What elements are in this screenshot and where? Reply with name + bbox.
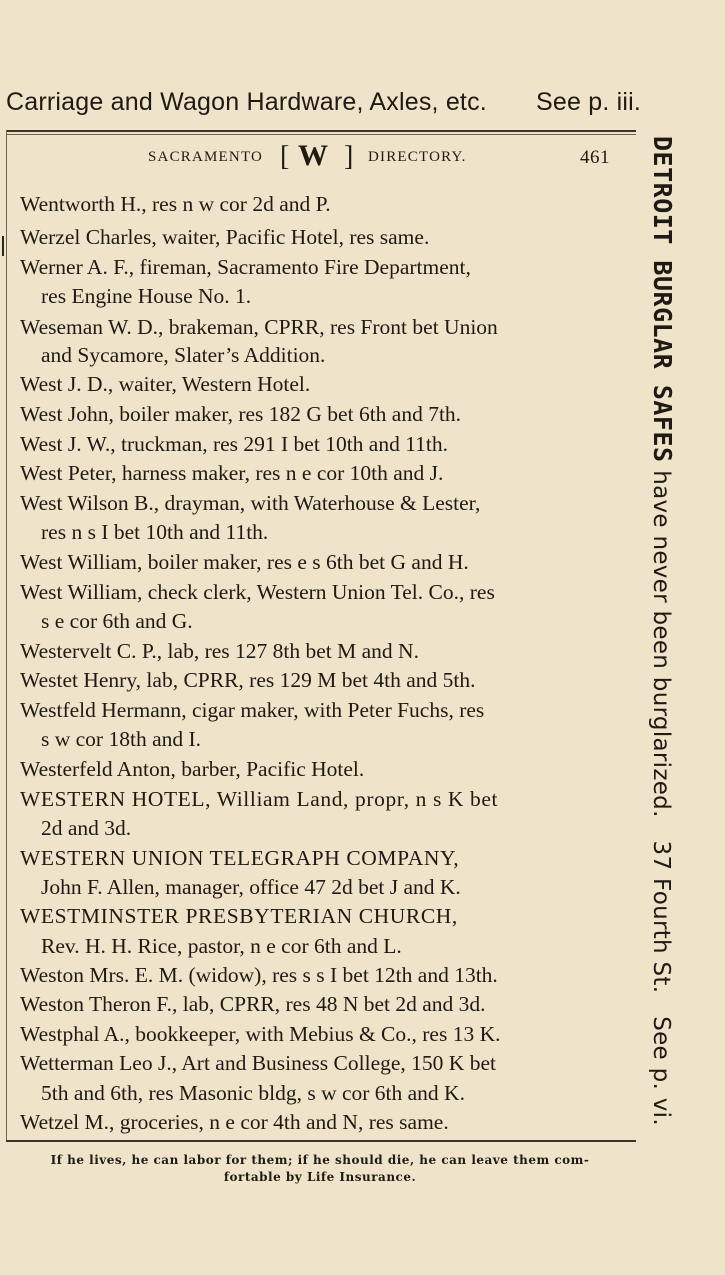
entry-line: West Peter, harness maker, res n e cor 10th and J.	[20, 461, 444, 485]
footer-rule	[6, 1140, 636, 1142]
entry-line: West William, boiler maker, res e s 6th bet G and H.	[20, 550, 469, 574]
entry-line: Wentworth H., res n w cor 2d and P.	[20, 192, 331, 216]
running-head	[148, 139, 618, 177]
entry-line: West J. W., truckman, res 291 I bet 10th and 11th.	[20, 432, 449, 456]
entry-line: Weston Theron F., lab, CPRR, res 48 N bet 2d and 3d.	[20, 992, 486, 1016]
page-number: 461	[580, 147, 610, 168]
footer-line-2: fortable by Life Insurance.	[223, 1170, 417, 1184]
entry-line: John F. Allen, manager, office 47 2d bet J and K.	[41, 875, 461, 899]
entry-line: Westervelt C. P., lab, res 127 8th bet M and N.	[20, 639, 419, 663]
entry-line: West William, check clerk, Western Union Tel. Co., res	[20, 580, 495, 604]
running-head-city: SACRAMENTO	[148, 149, 264, 165]
side-ad-address: 37 Fourth St.	[648, 840, 674, 994]
entry-line: and Sycamore, Slater’s Addition.	[41, 343, 326, 367]
top-advertisement	[6, 88, 646, 117]
entry-line: res Engine House No. 1.	[41, 284, 252, 308]
entry-line: s e cor 6th and G.	[41, 609, 193, 633]
side-advertisement-text	[647, 136, 676, 1126]
entry-line: Werzel Charles, waiter, Pacific Hotel, res same.	[20, 225, 430, 249]
entry-line: West John, boiler maker, res 182 G bet 6th and 7th.	[20, 402, 462, 426]
running-head-bracket-open: [	[280, 141, 291, 172]
side-ad-bold: DETROIT BURGLAR SAFES	[648, 136, 677, 463]
running-head-bracket-close: ]	[344, 141, 355, 172]
footer-line-1: If he lives, he can labor for them; if he should die, he can leave them com-	[50, 1153, 590, 1167]
entry-line: West J. D., waiter, Western Hotel.	[20, 372, 311, 396]
entry-line: Wetzel M., groceries, n e cor 4th and N, res same.	[20, 1110, 449, 1134]
top-ad-text: Carriage and Wagon Hardware, Axles, etc.	[6, 88, 487, 116]
entry-line: s w cor 18th and I.	[41, 727, 202, 751]
running-head-directory: DIRECTORY.	[368, 149, 467, 165]
entry-line: Westfeld Hermann, cigar maker, with Peter Fuchs, res	[20, 698, 485, 722]
entry-line: Westet Henry, lab, CPRR, res 129 M bet 4th and 5th.	[20, 668, 476, 692]
entry-line: res n s I bet 10th and 11th.	[41, 520, 269, 544]
footer	[0, 1152, 640, 1186]
entry-line: West Wilson B., drayman, with Waterhouse & Lester,	[20, 491, 481, 515]
side-advertisement	[646, 136, 676, 1146]
side-ad-rest: have never been burglarized.	[648, 470, 674, 818]
entry-line: Werner A. F., fireman, Sacramento Fire Department,	[20, 255, 471, 279]
entry-line: WESTERN HOTEL, William Land, propr, n s K bet	[20, 787, 499, 811]
entry-line: 2d and 3d.	[41, 816, 132, 840]
running-head-letter: W	[298, 139, 328, 172]
top-ad-page-reference: See p. iii.	[536, 88, 642, 116]
entry-line: Rev. H. H. Rice, pastor, n e cor 6th and L.	[41, 934, 402, 958]
margin-mark	[2, 236, 4, 256]
entry-line: WESTMINSTER PRESBYTERIAN CHURCH,	[20, 904, 458, 928]
entry-line: Weseman W. D., brakeman, CPRR, res Front bet Union	[20, 315, 498, 339]
side-ad-page-reference: See p. vi.	[648, 1016, 674, 1126]
entry-line: WESTERN UNION TELEGRAPH COMPANY,	[20, 846, 460, 870]
entry-line: 5th and 6th, res Masonic bldg, s w cor 6th and K.	[41, 1081, 465, 1105]
entry-line: Weston Mrs. E. M. (widow), res s s I bet 12th and 13th.	[20, 963, 498, 987]
page-frame	[6, 130, 635, 1142]
entry-line: Wetterman Leo J., Art and Business College, 150 K bet	[20, 1051, 496, 1075]
entry-line: Westerfeld Anton, barber, Pacific Hotel.	[20, 757, 365, 781]
entry-line: Westphal A., bookkeeper, with Mebius & Co., res 13 K.	[20, 1022, 501, 1046]
